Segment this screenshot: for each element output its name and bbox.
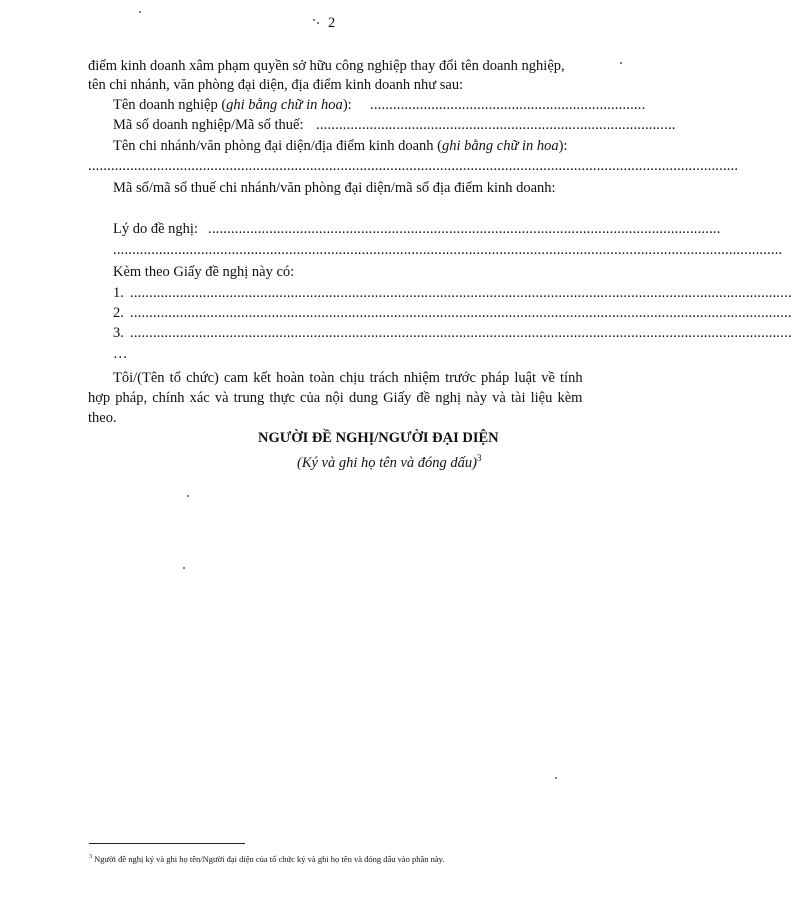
scan-speck — [187, 495, 189, 497]
signature-subtitle-text: (Ký và ghi họ tên và đóng dấu) — [297, 454, 478, 471]
scan-speck — [313, 19, 315, 21]
reason-dotted-line-1: ...................................................................................................................................... — [208, 221, 721, 237]
intro-line-2: tên chi nhánh, văn phòng đại diện, địa điểm kinh doanh như sau: — [88, 77, 464, 93]
attachment-item-number: 3. — [113, 325, 124, 341]
footnote-separator — [89, 843, 245, 844]
company-name-field — [113, 97, 352, 114]
footnote — [89, 852, 445, 864]
attachment-item-dotted-line: ............................................................................................................................................................................. — [130, 325, 792, 341]
branch-name-label: Tên chi nhánh/văn phòng đại diện/địa điểm kinh doanh ( — [113, 138, 442, 154]
tax-code-label: Mã số doanh nghiệp/Mã số thuế: — [113, 117, 304, 133]
company-name-label: Tên doanh nghiệp ( — [113, 97, 227, 113]
scan-speck — [620, 62, 622, 64]
commitment-line-3: theo. — [88, 410, 117, 426]
company-name-dotted-line: ........................................................................ — [370, 97, 646, 113]
attachments-label: Kèm theo Giấy đề nghị này có: — [113, 264, 295, 280]
attachment-item-number: 1. — [113, 285, 124, 301]
footnote-reference: 3 — [477, 453, 482, 463]
intro-line-1: điểm kinh doanh xâm phạm quyền sở hữu công nghiệp thay đổi tên doanh nghiệp, — [88, 58, 565, 74]
company-name-hint: ghi bằng chữ in hoa — [226, 97, 343, 113]
tax-code-dotted-line: .............................................................................................. — [316, 117, 676, 133]
branch-name-field — [113, 138, 568, 155]
scan-speck — [183, 567, 185, 569]
branch-name-dotted-line: .......................................................................................................................................................................... — [88, 158, 739, 174]
attachment-item-number: 2. — [113, 305, 124, 321]
scan-speck — [555, 777, 557, 779]
footnote-marker: 3 — [89, 854, 92, 860]
attachment-more: … — [113, 346, 128, 362]
scan-speck — [317, 22, 319, 24]
signature-subtitle — [297, 450, 482, 472]
branch-name-close: ): — [558, 138, 568, 154]
commitment-line-1: Tôi/(Tên tổ chức) cam kết hoàn toàn chịu trách nhiệm trước pháp luật về tính — [113, 370, 583, 386]
signature-title: NGƯỜI ĐỀ NGHỊ/NGƯỜI ĐẠI DIỆN — [258, 430, 499, 446]
reason-dotted-line-2: ............................................................................................................................................................................... — [113, 242, 783, 258]
page-number: 2 — [328, 15, 336, 31]
reason-label: Lý do đề nghị: — [113, 221, 198, 237]
company-name-close: ): — [342, 97, 352, 113]
footnote-text: Người đề nghị ký và ghi họ tên/Người đại diện của tổ chức ký và ghi họ tên và đóng dấu vào phần này. — [94, 853, 445, 864]
branch-name-hint: ghi bằng chữ in hoa — [442, 138, 559, 154]
commitment-line-2: hợp pháp, chính xác và trung thực của nội dung Giấy đề nghị này và tài liệu kèm — [88, 390, 583, 406]
branch-code-label: Mã số/mã số thuế chi nhánh/văn phòng đại diện/mã số địa điểm kinh doanh: — [113, 180, 556, 196]
scan-speck — [139, 11, 141, 13]
attachment-item-dotted-line: ............................................................................................................................................................................. — [130, 285, 792, 301]
attachment-item-dotted-line: ............................................................................................................................................................................. — [130, 305, 792, 321]
